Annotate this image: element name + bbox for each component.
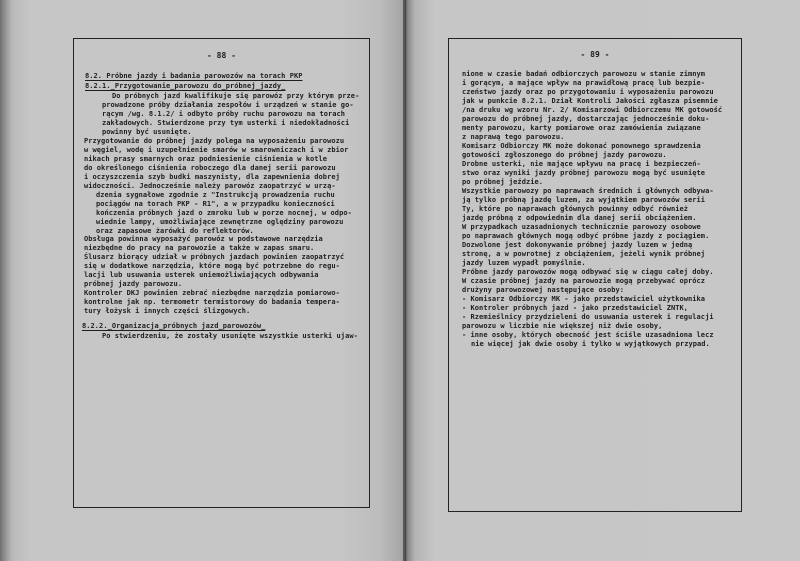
text-line: - inne osoby, których obecność jest ściśle uzasadniona lecz bbox=[462, 331, 714, 339]
text-line: Dozwolone jest dokonywanie próbnej jazdy luzem w jedną bbox=[462, 241, 693, 249]
text-line: i oczyszczenia szyb budki maszynisty, dla zapewnienia dobrej bbox=[84, 172, 340, 181]
text-line: - Komisarz Odbiorczy MK - jako przedstawiciel użytkownika bbox=[462, 295, 706, 303]
text-line: jak w punkcie 8.2.1. Dział Kontroli Jakości zgłasza pisemnie bbox=[462, 97, 718, 105]
book-gutter bbox=[403, 0, 406, 561]
left-page-frame bbox=[73, 38, 370, 508]
text-line: Wszystkie parowozy po naprawach średnich i głównych odbywa- bbox=[462, 187, 714, 195]
section-heading: 8.2. Próbne jazdy i badania parowozów na torach PKP bbox=[85, 72, 303, 80]
text-line: Do próbnych jazd kwalifikuje się parowóz przy którym prze- bbox=[112, 92, 360, 100]
text-line: Ślusarz biorący udział w próbnych jazdach powinien zaopatrzyć bbox=[84, 253, 345, 261]
text-line: widoczności. Jednocześnie należy parowóz zaopatrzyć w urzą- bbox=[84, 181, 336, 190]
text-line: drużyny parowozowej następujące osoby: bbox=[462, 286, 625, 294]
text-line: /na druku wg wzoru Nr. 2/ Komisarzowi Odbiorczemu MK gotowość bbox=[462, 106, 723, 114]
text-line: gotowości zgłoszonego do próbnej jazdy parowozu. bbox=[462, 151, 667, 159]
text-line: niezbędne do pracy na parowozie a także w zapas smaru. bbox=[84, 244, 315, 252]
text-line: wiednie lampy, umożliwiające zewnętrzne oględziny parowozu bbox=[96, 217, 344, 226]
text-line: jazdę próbną z odpowiednim dla danej serii obciążeniem. bbox=[462, 214, 697, 222]
text-line: z naprawą tego parowozu. bbox=[462, 133, 565, 141]
text-line: parowozu w liczbie nie większej niż dwie osoby, bbox=[462, 322, 663, 330]
section-heading: 8.2.1._Przygotowanie_parowozu do_próbnej_jazdy_ bbox=[85, 81, 286, 90]
text-line: jazdy luzem wypadł pomyślnie. bbox=[462, 259, 586, 267]
text-line: lacji lub usuwania usterek uniemożliwiających odbywania bbox=[84, 271, 319, 279]
text-line: Komisarz Odbiorczy MK może dokonać ponownego sprawdzenia bbox=[462, 142, 701, 150]
text-line: W czasie próbnej jazdy na parowozie mogą przebywać oprócz bbox=[462, 277, 706, 285]
text-line: stronę, a w powrotnej z obciążeniem, jeżeli wynik próbnej bbox=[462, 250, 706, 258]
text-line: tury łożysk i innych części ślizgowych. bbox=[84, 307, 251, 315]
text-line: stwo oraz wyniki jazdy próbnej parowozu mogą być usunięte bbox=[462, 169, 706, 177]
text-line: Przygotowanie do próbnej jazdy polega na wyposażeniu parowozu bbox=[84, 136, 345, 145]
section-heading: 8.2.2._Organizacja_próbnych jazd_parowozów_ bbox=[82, 321, 266, 330]
text-line: nie więcej jak dwie osoby i tylko w wyjątkowych przypad. bbox=[471, 340, 710, 348]
text-line: ją tylko próbną jazdę luzem, za wyjątkiem parowozów serii bbox=[462, 196, 706, 204]
text-line: kończenia próbnych jazd o zmroku lub w porze nocnej, w odpo- bbox=[96, 208, 352, 217]
page-number: - 88 - bbox=[207, 51, 236, 60]
text-line: nikach prasy smarnych oraz podniesienie ciśnienia w kotle bbox=[84, 154, 328, 163]
text-line: powinny być usunięte. bbox=[102, 128, 192, 136]
text-line: się w dodatkowe narzędzia, które mogą być potrzebne do regu- bbox=[84, 262, 340, 270]
text-line: oraz zapasowe żarówki do reflektorów. bbox=[96, 226, 254, 235]
text-line: do określonego ciśnienia roboczego dla danej serii parowozu bbox=[84, 163, 336, 172]
text-line: Próbne jazdy parowozów mogą odbywać się w ciągu całej doby. bbox=[462, 268, 714, 276]
text-line: rącym /wg. 8.1.2/ i odbyto próby ruchu parowozu na torach bbox=[102, 110, 346, 118]
text-line: próbnej jazdy parowozu. bbox=[84, 280, 183, 288]
page-number: - 89 - bbox=[580, 50, 610, 59]
text-line: Obsługa powinna wyposażyć parowóz w podstawowe narzędzia bbox=[84, 235, 323, 243]
text-line: parowozu do próbnej jazdy, dostarczając jednocześnie doku- bbox=[462, 115, 710, 123]
text-line: menty parowozu, karty pomiarowe oraz zamówienia związane bbox=[462, 124, 701, 132]
text-line: po próbnej jeździe. bbox=[462, 178, 544, 186]
text-line: kontrolne jak np. termometr termistorowy do badania tempera- bbox=[84, 298, 340, 306]
right-page-frame bbox=[448, 38, 742, 512]
text-line: po naprawach głównych mogą odbyć próbne jazdy z pociągiem. bbox=[462, 232, 710, 240]
text-line: dzenia sygnałowe zgodnie z "Instrukcją prowadzenia ruchu bbox=[96, 190, 335, 199]
text-line: prowadzone próby działania zespołów i urządzeń w stanie go- bbox=[102, 101, 354, 109]
text-line: zakładowych. Stwierdzone przy tym usterki i niedokładności bbox=[102, 119, 350, 127]
text-line: nione w czasie badań odbiorczych parowozu w stanie zimnym bbox=[462, 70, 706, 78]
text-line: pociągów na torach PKP - R1", a w przypadku konieczności bbox=[96, 199, 335, 208]
text-line: - Kontroler próbnych jazd - jako przedstawiciel ZNTK, bbox=[462, 304, 689, 312]
text-line: i gorącym, a mające wpływ na prawidłową pracę lub bezpie- bbox=[462, 79, 706, 87]
text-line: czeństwo jazdy oraz po przygotowaniu i wyposażeniu parowozu bbox=[462, 88, 714, 96]
text-line: Kontroler DKJ powinien zebrać niezbędne narzędzia pomiarowo- bbox=[84, 289, 340, 297]
text-line: W przypadkach uzasadnionych technicznie parowozy osobowe bbox=[462, 223, 701, 231]
text-line: Ty, które po naprawach głównych powinny odbyć również bbox=[462, 205, 689, 213]
text-line: Po stwierdzeniu, że zostały usunięte wszystkie usterki ujaw- bbox=[102, 331, 358, 340]
text-line: - Rzemieślnicy przydzieleni do usuwania usterek i regulacji bbox=[462, 313, 714, 321]
text-line: Drobne usterki, nie mające wpływu na pracę i bezpieczeń- bbox=[462, 160, 701, 168]
text-line: w węgiel, wodę i uzupełnienie smarów w smarowniczach i w zbior bbox=[84, 145, 349, 154]
